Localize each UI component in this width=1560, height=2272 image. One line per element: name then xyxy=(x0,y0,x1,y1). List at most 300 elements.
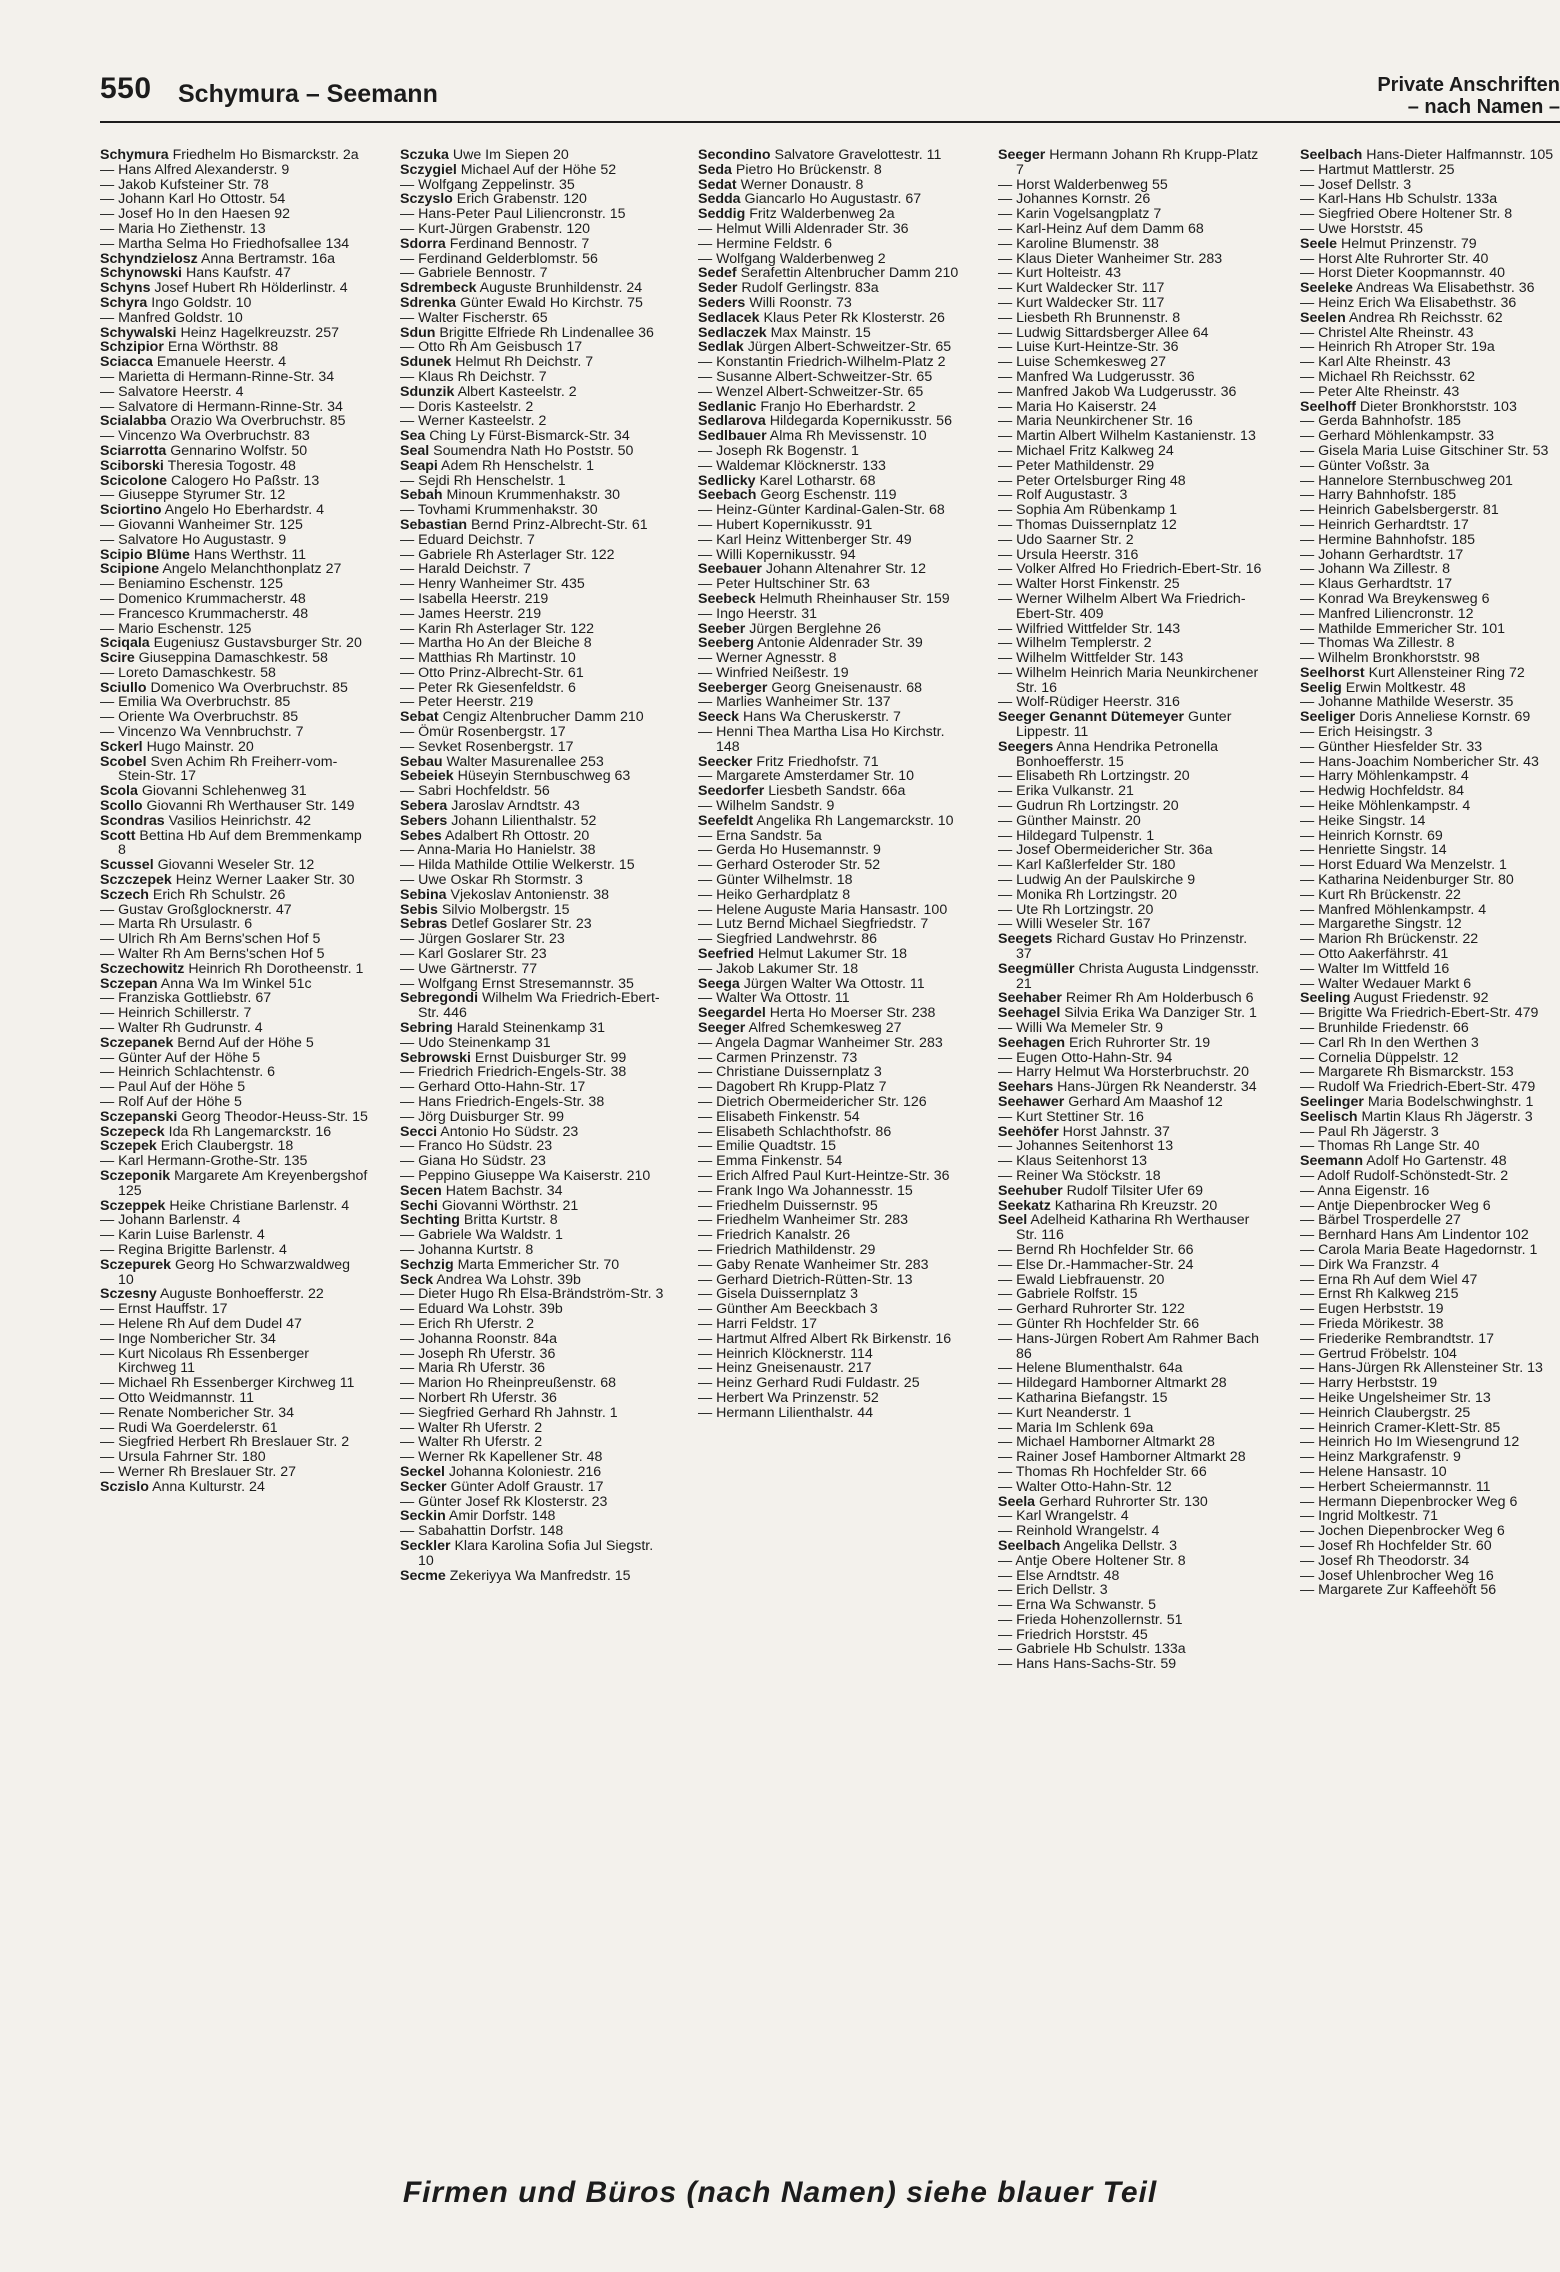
listing-entry xyxy=(400,1243,668,1258)
entry-detail: — Ingrid Moltkestr. 71 xyxy=(1300,1508,1438,1525)
entry-detail: Fritz Walderbenweg 2a xyxy=(749,206,895,223)
listing-entry xyxy=(1300,695,1558,710)
entry-detail: — Friederike Rembrandtstr. 17 xyxy=(1300,1330,1494,1347)
surname: Seelhorst xyxy=(1300,664,1365,681)
listing-entry xyxy=(998,577,1266,592)
listing-entry xyxy=(998,843,1266,858)
entry-detail: — Oriente Wa Overbruchstr. 85 xyxy=(100,709,299,726)
listing-entry xyxy=(1300,1036,1558,1051)
entry-detail: — Günter Voßstr. 3a xyxy=(1300,457,1430,474)
listing-entry xyxy=(698,163,966,178)
entry-detail: — Gabriele Hb Schulstr. 133a xyxy=(998,1641,1186,1658)
listing-entry xyxy=(400,488,668,503)
entry-detail: — Katharina Biefangstr. 15 xyxy=(998,1389,1168,1406)
entry-detail: — Heinrich Kornstr. 69 xyxy=(1300,827,1443,844)
entry-detail: — Franco Ho Südstr. 23 xyxy=(400,1138,553,1155)
listing-entry xyxy=(998,1569,1266,1584)
entry-detail: — Gisela Maria Luise Gitschiner Str. 53 xyxy=(1300,442,1549,459)
entry-detail: — Giovanni Wanheimer Str. 125 xyxy=(100,516,303,533)
listing-entry xyxy=(1300,577,1558,592)
entry-detail: — Bernhard Hans Am Lindentor 102 xyxy=(1300,1227,1529,1244)
entry-detail: — Harry Herbststr. 19 xyxy=(1300,1375,1438,1392)
entry-detail: — Hans Friedrich-Engels-Str. 38 xyxy=(400,1094,605,1110)
listing-entry xyxy=(1300,1435,1558,1450)
listing-entry xyxy=(400,991,668,1021)
entry-detail: — Wilhelm Heinrich Maria Neunkirchener Str. 16 xyxy=(998,664,1259,696)
entry-detail: — Siegfried Landwehrstr. 86 xyxy=(698,931,878,948)
surname: Sechting xyxy=(400,1212,460,1229)
entry-detail: — Johann Gerhardtstr. 17 xyxy=(1300,546,1464,563)
entry-detail: Jürgen Berglehne 26 xyxy=(749,620,882,637)
listing-column-1 xyxy=(100,148,368,1495)
listing-entry xyxy=(998,1421,1266,1436)
listing-entry xyxy=(698,1317,966,1332)
listing-entry xyxy=(400,1125,668,1140)
listing-entry xyxy=(100,1199,368,1214)
surname: Sebera xyxy=(400,798,448,815)
entry-detail: — Siegfried Obere Holtener Str. 8 xyxy=(1300,206,1513,223)
listing-entry xyxy=(998,1554,1266,1569)
entry-detail: — Reiner Wa Stöckstr. 18 xyxy=(998,1167,1161,1184)
entry-detail: — Johannes Seitenhorst 13 xyxy=(998,1138,1174,1155)
listing-entry xyxy=(1300,1228,1558,1243)
surname: Secker xyxy=(400,1478,447,1495)
entry-detail: — Volker Alfred Ho Friedrich-Ebert-Str. 16 xyxy=(998,561,1262,578)
listing-entry xyxy=(698,370,966,385)
entry-detail: Antonie Aldenrader Str. 39 xyxy=(757,635,923,652)
entry-detail: — Karin Vogelsangplatz 7 xyxy=(998,206,1162,223)
listing-entry xyxy=(100,962,368,977)
entry-detail: Heinrich Rh Dorotheenstr. 1 xyxy=(188,960,364,977)
entry-detail: — Dietrich Obermeidericher Str. 126 xyxy=(698,1094,927,1110)
listing-entry xyxy=(100,814,368,829)
entry-detail: — Isabella Heerstr. 219 xyxy=(400,590,549,607)
entry-detail: Gerhard Am Maashof 12 xyxy=(1068,1094,1223,1110)
listing-entry xyxy=(998,370,1266,385)
entry-detail: Hatem Bachstr. 34 xyxy=(445,1182,563,1199)
entry-detail: — Monika Rh Lortzingstr. 20 xyxy=(998,886,1177,903)
entry-detail: — Erika Vulkanstr. 21 xyxy=(998,783,1134,800)
listing-entry xyxy=(998,474,1266,489)
listing-entry xyxy=(698,429,966,444)
listing-entry xyxy=(1300,1065,1558,1080)
entry-detail: — Heinz Erich Wa Elisabethstr. 36 xyxy=(1300,294,1517,311)
entry-detail: Max Mainstr. 15 xyxy=(770,324,871,341)
surname: Sczechowitz xyxy=(100,960,185,977)
listing-entry xyxy=(998,1154,1266,1169)
entry-detail: — Walter Wa Ottostr. 11 xyxy=(698,990,850,1007)
entry-detail: — Vincenzo Wa Vennbruchstr. 7 xyxy=(100,724,304,741)
entry-detail: — Siegfried Herbert Rh Breslauer Str. 2 xyxy=(100,1434,350,1451)
listing-entry xyxy=(698,1376,966,1391)
listing-entry xyxy=(998,281,1266,296)
listing-entry xyxy=(100,755,368,785)
listing-entry xyxy=(1300,1421,1558,1436)
surname: Sdunek xyxy=(400,354,452,371)
entry-detail: — Gabriele Wa Waldstr. 1 xyxy=(400,1227,563,1244)
listing-entry xyxy=(698,725,966,755)
surname: Sebis xyxy=(400,901,438,918)
listing-entry xyxy=(400,1228,668,1243)
listing-entry xyxy=(998,148,1266,178)
entry-detail: — Friedrich Mathildenstr. 29 xyxy=(698,1241,876,1258)
entry-detail: — Adolf Rudolf-Schönstedt-Str. 2 xyxy=(1300,1167,1509,1184)
listing-entry xyxy=(998,1361,1266,1376)
listing-entry xyxy=(400,769,668,784)
surname: Seelig xyxy=(1300,679,1342,696)
entry-detail: — Else Arndtstr. 48 xyxy=(998,1567,1120,1584)
listing-entry xyxy=(100,400,368,415)
listing-entry xyxy=(998,311,1266,326)
listing-entry xyxy=(998,326,1266,341)
entry-detail: — Christiane Duissernplatz 3 xyxy=(698,1064,882,1081)
entry-detail: — Marlies Wanheimer Str. 137 xyxy=(698,694,891,711)
listing-entry xyxy=(100,340,368,355)
surname: Sczepurek xyxy=(100,1256,171,1273)
listing-entry xyxy=(1300,1450,1558,1465)
surname: Sdrembeck xyxy=(400,280,477,297)
surname: Sebregondi xyxy=(400,990,479,1007)
entry-detail: — Ludwig Sittardsberger Allee 64 xyxy=(998,324,1209,341)
entry-detail: — Hartmut Alfred Albert Rk Birkenstr. 16 xyxy=(698,1330,952,1347)
entry-detail: — Horst Alte Ruhrorter Str. 40 xyxy=(1300,250,1489,267)
listing-entry xyxy=(1300,548,1558,563)
listing-entry xyxy=(698,237,966,252)
entry-detail: — Giana Ho Südstr. 23 xyxy=(400,1153,546,1170)
entry-detail: — Ernst Hauffstr. 17 xyxy=(100,1301,228,1318)
surname: Seehöfer xyxy=(998,1123,1059,1140)
listing-entry xyxy=(400,1213,668,1228)
listing-entry xyxy=(698,1036,966,1051)
listing-entry xyxy=(400,414,668,429)
listing-entry xyxy=(100,858,368,873)
entry-detail: — Klaus Gerhardtstr. 17 xyxy=(1300,576,1453,593)
listing-entry xyxy=(698,1243,966,1258)
entry-detail: — Anna Eigenstr. 16 xyxy=(1300,1182,1430,1199)
listing-entry xyxy=(698,1332,966,1347)
listing-entry xyxy=(100,1406,368,1421)
entry-detail: — Hubert Kopernikusstr. 91 xyxy=(698,516,873,533)
entry-detail: — Emilie Quadtstr. 15 xyxy=(698,1138,836,1155)
entry-detail: — Michael Rh Reichsstr. 62 xyxy=(1300,368,1476,385)
listing-entry xyxy=(400,1361,668,1376)
listing-entry xyxy=(998,252,1266,267)
listing-entry xyxy=(100,1421,368,1436)
entry-detail: — Carmen Prinzenstr. 73 xyxy=(698,1049,858,1066)
listing-entry xyxy=(698,622,966,637)
surname: Sebers xyxy=(400,812,448,829)
entry-detail: Josef Hubert Rh Hölderlinstr. 4 xyxy=(154,280,348,297)
entry-detail: — Helmut Willi Aldenrader Str. 36 xyxy=(698,220,909,237)
surname: Seefried xyxy=(698,946,754,963)
surname: Seehagel xyxy=(998,1005,1061,1022)
entry-detail: — Hannelore Sternbuschweg 201 xyxy=(1300,472,1513,489)
listing-entry xyxy=(100,533,368,548)
listing-entry xyxy=(1300,429,1558,444)
listing-entry xyxy=(100,1169,368,1199)
listing-entry xyxy=(998,1598,1266,1613)
entry-detail: Anna Wa Im Winkel 51c xyxy=(160,975,312,992)
listing-entry xyxy=(1300,474,1558,489)
surname: Seedorfer xyxy=(698,783,765,800)
entry-detail: — Gerhard Otto-Hahn-Str. 17 xyxy=(400,1079,586,1096)
listing-entry xyxy=(400,1199,668,1214)
listing-entry xyxy=(998,858,1266,873)
surname: Sedlicky xyxy=(698,472,756,489)
surname: Sckerl xyxy=(100,738,143,755)
listing-entry xyxy=(998,1435,1266,1450)
listing-entry xyxy=(100,1154,368,1169)
entry-detail: Helmuth Rheinhauser Str. 159 xyxy=(759,590,950,607)
listing-column-5 xyxy=(1300,148,1558,1598)
listing-entry xyxy=(998,769,1266,784)
entry-detail: — Peter Heerstr. 219 xyxy=(400,694,534,711)
listing-entry xyxy=(998,1006,1266,1021)
listing-entry xyxy=(100,1213,368,1228)
listing-entry xyxy=(1300,503,1558,518)
listing-entry xyxy=(1300,829,1558,844)
entry-detail: Franjo Ho Eberhardstr. 2 xyxy=(760,398,916,415)
listing-entry xyxy=(1300,340,1558,355)
listing-entry xyxy=(400,622,668,637)
entry-detail: — Carl Rh In den Werthen 3 xyxy=(1300,1034,1479,1051)
entry-detail: Klaus Peter Rk Klosterstr. 26 xyxy=(763,309,945,326)
listing-entry xyxy=(998,548,1266,563)
entry-detail: Salvatore Gravelottestr. 11 xyxy=(774,147,942,163)
entry-detail: — Karin Rh Asterlager Str. 122 xyxy=(400,620,594,637)
entry-detail: — Rudi Wa Goerdelerstr. 61 xyxy=(100,1419,278,1436)
listing-entry xyxy=(400,1169,668,1184)
listing-entry xyxy=(100,917,368,932)
entry-detail: — Karl-Heinz Auf dem Damm 68 xyxy=(998,220,1204,237)
surname: Scicolone xyxy=(100,472,168,489)
entry-detail: — Wolfgang Walderbenweg 2 xyxy=(698,250,886,267)
entry-detail: — Josef Obermeidericher Str. 36a xyxy=(998,842,1213,859)
listing-entry xyxy=(100,488,368,503)
entry-detail: — Henry Wanheimer Str. 435 xyxy=(400,576,585,593)
entry-detail: Werner Donaustr. 8 xyxy=(740,176,864,193)
listing-entry xyxy=(1300,1139,1558,1154)
entry-detail: — Udo Steinenkamp 31 xyxy=(400,1034,551,1051)
listing-entry xyxy=(1300,903,1558,918)
listing-entry xyxy=(1300,192,1558,207)
entry-detail: Hans-Jürgen Rk Neanderstr. 34 xyxy=(1057,1079,1257,1096)
listing-entry xyxy=(998,429,1266,444)
listing-entry xyxy=(1300,681,1558,696)
entry-detail: Horst Jahnstr. 37 xyxy=(1062,1123,1170,1140)
listing-entry xyxy=(998,1657,1266,1672)
listing-entry xyxy=(998,1376,1266,1391)
entry-detail: Helmut Rh Deichstr. 7 xyxy=(455,354,594,371)
surname: Seebeck xyxy=(698,590,756,607)
listing-entry xyxy=(698,400,966,415)
entry-detail: — Werner Agnesstr. 8 xyxy=(698,650,837,667)
entry-detail: — Karin Luise Barlenstr. 4 xyxy=(100,1227,265,1244)
listing-column-2 xyxy=(400,148,668,1583)
surname: Sciacca xyxy=(100,354,153,371)
entry-detail: — Wolfgang Ernst Stresemannstr. 35 xyxy=(400,975,634,992)
listing-entry xyxy=(400,1302,668,1317)
listing-entry xyxy=(698,962,966,977)
entry-detail: Pietro Ho Brückenstr. 8 xyxy=(735,161,882,178)
listing-entry xyxy=(100,222,368,237)
entry-detail: — Friedhelm Wanheimer Str. 283 xyxy=(698,1212,908,1229)
listing-entry xyxy=(698,695,966,710)
entry-detail: — Peppino Giuseppe Wa Kaiserstr. 210 xyxy=(400,1167,651,1184)
entry-detail: — Katharina Neidenburger Str. 80 xyxy=(1300,872,1514,889)
entry-detail: — Heinrich Gabelsbergerstr. 81 xyxy=(1300,502,1499,519)
listing-entry xyxy=(998,636,1266,651)
listing-entry xyxy=(100,370,368,385)
listing-entry xyxy=(400,1287,668,1302)
listing-entry xyxy=(400,740,668,755)
listing-entry xyxy=(400,947,668,962)
entry-detail: Calogero Ho Paßstr. 13 xyxy=(170,472,320,489)
entry-detail: — Vincenzo Wa Overbruchstr. 83 xyxy=(100,428,310,445)
listing-entry xyxy=(998,340,1266,355)
entry-detail: — Bernd Rh Hochfelder Str. 66 xyxy=(998,1241,1194,1258)
entry-detail: — Johanna Roonstr. 84a xyxy=(400,1330,557,1347)
listing-entry xyxy=(400,326,668,341)
surname: Schynowski xyxy=(100,265,183,282)
entry-detail: — Friedhelm Duissernstr. 95 xyxy=(698,1197,878,1214)
listing-entry xyxy=(1300,769,1558,784)
entry-detail: Günter Adolf Graustr. 17 xyxy=(450,1478,604,1495)
surname: Seebach xyxy=(698,487,757,504)
entry-detail: Albert Kasteelstr. 2 xyxy=(457,383,577,400)
surname: Sciullo xyxy=(100,679,147,696)
listing-entry xyxy=(1300,1302,1558,1317)
entry-detail: — Walter Horst Finkenstr. 25 xyxy=(998,576,1180,593)
listing-entry xyxy=(998,459,1266,474)
entry-detail: Giuseppina Damaschkestr. 58 xyxy=(138,650,328,667)
listing-entry xyxy=(698,266,966,281)
listing-entry xyxy=(400,281,668,296)
listing-entry xyxy=(698,503,966,518)
entry-detail: Anna Kulturstr. 24 xyxy=(152,1478,265,1495)
listing-entry xyxy=(100,1258,368,1288)
listing-entry xyxy=(998,444,1266,459)
listing-entry xyxy=(998,888,1266,903)
entry-detail: — Gerda Ho Husemannstr. 9 xyxy=(698,842,881,859)
listing-entry xyxy=(400,710,668,725)
listing-entry xyxy=(400,1080,668,1095)
listing-entry xyxy=(1300,1273,1558,1288)
listing-entry xyxy=(400,562,668,577)
listing-entry xyxy=(1300,858,1558,873)
listing-entry xyxy=(698,1095,966,1110)
listing-entry xyxy=(100,888,368,903)
listing-entry xyxy=(100,414,368,429)
entry-detail: Vjekoslav Antonienstr. 38 xyxy=(450,886,610,903)
listing-entry xyxy=(100,1376,368,1391)
entry-detail: Giovanni Schlehenweg 31 xyxy=(141,783,307,800)
listing-entry xyxy=(998,622,1266,637)
entry-detail: Anna Bertramstr. 16a xyxy=(200,250,335,267)
listing-entry xyxy=(698,829,966,844)
listing-entry xyxy=(400,1154,668,1169)
listing-entry xyxy=(1300,1480,1558,1495)
entry-detail: — Helene Rh Auf dem Dudel 47 xyxy=(100,1315,302,1332)
entry-detail: Walter Masurenallee 253 xyxy=(446,753,604,770)
entry-detail: Johann Altenahrer Str. 12 xyxy=(765,561,926,578)
entry-detail: — Elisabeth Finkenstr. 54 xyxy=(698,1108,860,1125)
listing-entry xyxy=(1300,266,1558,281)
surname: Seel xyxy=(998,1212,1028,1229)
listing-entry xyxy=(698,1125,966,1140)
surname: Seeger xyxy=(698,1020,746,1037)
surname: Seelbach xyxy=(998,1537,1061,1554)
entry-detail: — Susanne Albert-Schweitzer-Str. 65 xyxy=(698,368,933,385)
entry-detail: — Antje Diepenbrocker Weg 6 xyxy=(1300,1197,1491,1214)
entry-detail: — Peter Alte Rheinstr. 43 xyxy=(1300,383,1460,400)
listing-entry xyxy=(400,400,668,415)
entry-detail: — Wenzel Albert-Schweitzer-Str. 65 xyxy=(698,383,924,400)
entry-detail: — Manfred Liliencronstr. 12 xyxy=(1300,605,1474,622)
entry-detail: — Heinz Gneisenaustr. 217 xyxy=(698,1360,872,1377)
listing-entry xyxy=(998,178,1266,193)
listing-entry xyxy=(400,340,668,355)
listing-entry xyxy=(1300,740,1558,755)
listing-entry xyxy=(400,474,668,489)
listing-entry xyxy=(698,799,966,814)
entry-detail: — Emma Finkenstr. 54 xyxy=(698,1153,843,1170)
listing-entry xyxy=(100,1391,368,1406)
entry-detail: Emanuele Heerstr. 4 xyxy=(156,354,287,371)
listing-entry xyxy=(698,207,966,222)
surname: Seebauer xyxy=(698,561,762,578)
entry-detail: — Josef Dellstr. 3 xyxy=(1300,176,1412,193)
listing-entry xyxy=(1300,622,1558,637)
listing-column-3 xyxy=(698,148,966,1421)
listing-entry xyxy=(698,1184,966,1199)
entry-detail: — Johann Karl Ho Ottostr. 54 xyxy=(100,191,286,208)
surname: Scialabba xyxy=(100,413,167,430)
listing-entry xyxy=(1300,488,1558,503)
entry-detail: — Friedrich Horststr. 45 xyxy=(998,1626,1148,1643)
entry-detail: Erwin Moltkestr. 48 xyxy=(1345,679,1466,696)
entry-detail: Herta Ho Moerser Str. 238 xyxy=(769,1005,936,1022)
entry-detail: Gunter Lippestr. 11 xyxy=(1016,709,1232,741)
entry-detail: Katharina Rh Kreuzstr. 20 xyxy=(1054,1197,1218,1214)
entry-detail: Adelheid Katharina Rh Werthauser Str. 116 xyxy=(1016,1212,1250,1244)
listing-entry xyxy=(100,1287,368,1302)
entry-detail: — Henriette Singstr. 14 xyxy=(1300,842,1447,859)
entry-detail: Domenico Wa Overbruchstr. 85 xyxy=(150,679,348,696)
entry-detail: — Horst Eduard Wa Menzelstr. 1 xyxy=(1300,857,1507,874)
entry-detail: — Walter Rh Uferstr. 2 xyxy=(400,1434,543,1451)
entry-detail: Hans Kaufstr. 47 xyxy=(185,265,291,282)
entry-detail: — Hildegard Hamborner Altmarkt 28 xyxy=(998,1375,1227,1392)
listing-entry xyxy=(998,784,1266,799)
surname: Seckel xyxy=(400,1463,445,1480)
entry-detail: — Gerhard Osteroder Str. 52 xyxy=(698,857,881,874)
listing-entry xyxy=(1300,370,1558,385)
surname: Schyns xyxy=(100,280,151,297)
listing-entry xyxy=(400,666,668,681)
surname: Sedlaczek xyxy=(698,324,767,341)
entry-detail: — Christel Alte Rheinstr. 43 xyxy=(1300,324,1474,341)
listing-entry xyxy=(698,192,966,207)
listing-entry xyxy=(998,355,1266,370)
surname: Sciqala xyxy=(100,635,150,652)
page-title: Schymura – Seemann xyxy=(178,80,438,108)
listing-entry xyxy=(100,503,368,518)
entry-detail: — Maria Im Schlenk 69a xyxy=(998,1419,1154,1436)
entry-detail: — Antje Obere Holtener Str. 8 xyxy=(998,1552,1186,1569)
entry-detail: — Emilia Wa Overbruchstr. 85 xyxy=(100,694,291,711)
entry-detail: — Maria Rh Uferstr. 36 xyxy=(400,1360,546,1377)
